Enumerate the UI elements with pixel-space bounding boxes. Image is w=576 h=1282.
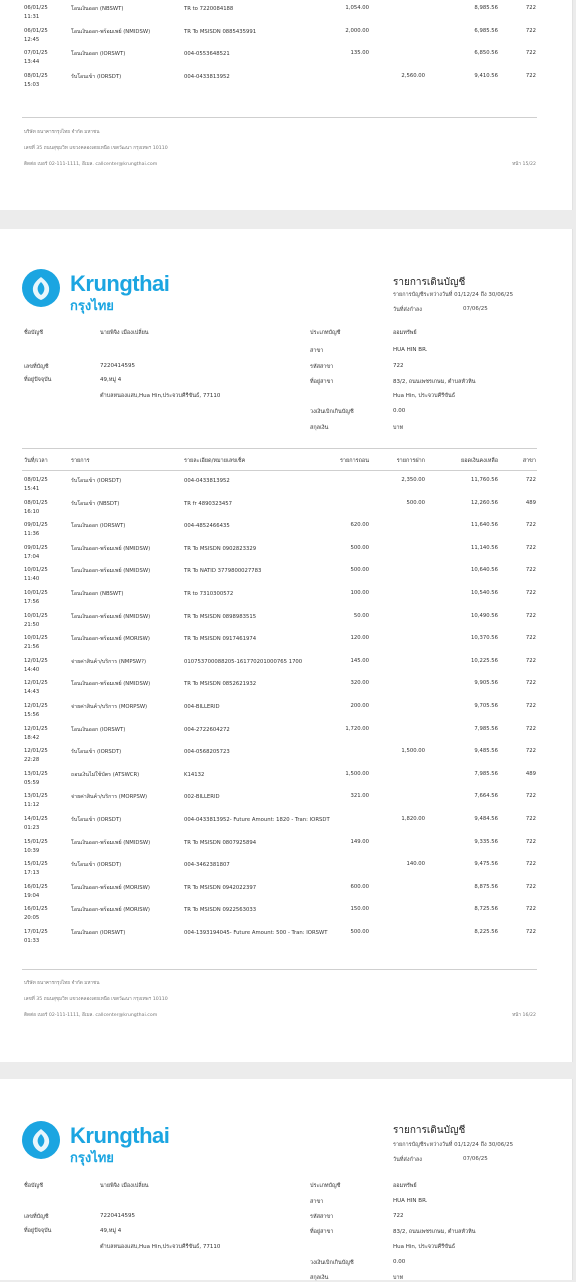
- issue-date-label: วันที่ส่งกำลง: [393, 1157, 422, 1163]
- overdraft: 0.00: [393, 408, 406, 414]
- statement-title: รายการเดินบัญชี: [393, 1125, 466, 1136]
- address-label: ที่อยู่ปัจจุบัน: [24, 1228, 52, 1234]
- cell-balance: 8,985.56: [474, 5, 498, 11]
- account-name-label: ชื่อบัญชี: [24, 330, 43, 336]
- page-number: หน้า 15/22: [512, 162, 536, 167]
- branch-code: 722: [393, 363, 404, 369]
- cell-time: 15:56: [24, 712, 40, 718]
- cell-withdrawal: 135.00: [350, 50, 369, 57]
- cell-branch: 722: [525, 50, 536, 57]
- cell-branch: 722: [525, 635, 536, 642]
- account-number: 7220414595: [100, 363, 135, 369]
- cell-withdrawal: 620.00: [350, 522, 369, 529]
- cell-description: K14132: [184, 771, 205, 778]
- cell-description: TR To MSISDN 0898983515: [184, 613, 257, 620]
- cell-description: TR to 7310300572: [184, 591, 234, 597]
- cell-branch: 722: [525, 906, 536, 913]
- bank-name-th: กรุงไทย: [70, 1150, 114, 1165]
- cell-balance: 7,985.56: [474, 770, 498, 777]
- table-row: [0, 5, 572, 27]
- branch-address-2: Hua Hin, ประจวบคีรีขันธ์: [393, 393, 456, 399]
- table-row: [0, 658, 572, 680]
- cell-withdrawal: 1,720.00: [345, 725, 369, 732]
- cell-branch: 722: [525, 793, 536, 800]
- table-row: [0, 613, 572, 635]
- cell-branch: 722: [525, 861, 536, 868]
- cell-time: 17:56: [24, 599, 40, 605]
- cell-withdrawal: 50.00: [353, 612, 369, 619]
- footer-address: เลขที่ 35 ถนนสุขุมวิท แขวงคลองเตยเหนือ เขตวัฒนา กรุงเทพฯ 10110: [24, 146, 168, 151]
- cell-withdrawal: 120.00: [350, 635, 369, 642]
- col-deposit: รายการฝาก: [396, 458, 425, 464]
- cell-time: 13:44: [24, 59, 40, 66]
- cell-type: โอนเงินออก (IORSWT): [71, 51, 126, 58]
- cell-date: 14/01/25: [24, 816, 48, 822]
- cell-balance: 8,725.56: [474, 906, 498, 913]
- cell-description: TR To MSISDN 0917461974: [184, 636, 257, 643]
- branch: HUA HIN BR.: [393, 347, 428, 353]
- cell-description: 004-0433813952: [184, 478, 230, 484]
- cell-date: 17/01/25: [24, 929, 48, 935]
- cell-date: 09/01/25: [24, 522, 48, 529]
- cell-time: 15:41: [24, 486, 40, 492]
- statement-period: รายการบัญชีระหว่างวันที่ 01/12/24 ถึง 30/06/25: [393, 1142, 514, 1148]
- cell-type: รับโอนเข้า (IORSDT): [71, 74, 122, 81]
- cell-time: 11:12: [24, 802, 40, 809]
- cell-deposit: 1,500.00: [401, 748, 425, 755]
- cell-withdrawal: 1,500.00: [345, 770, 369, 777]
- table-row: [0, 500, 572, 522]
- cell-type: โอนเงินออก-พร้อมเพย์ (MORISW): [71, 636, 150, 643]
- table-row: [0, 567, 572, 589]
- cell-deposit: 500.00: [406, 499, 425, 506]
- table-row: [0, 635, 572, 657]
- cell-date: 16/01/25: [24, 883, 48, 890]
- cell-date: 12/01/25: [24, 657, 48, 664]
- cell-balance: 10,640.56: [471, 567, 498, 574]
- branch-address-label: ที่อยู่สาขา: [310, 1229, 334, 1235]
- cell-balance: 9,475.56: [474, 861, 498, 868]
- cell-balance: 10,370.56: [471, 635, 498, 642]
- cell-type: โอนเงินออก-พร้อมเพย์ (NMIDSW): [71, 28, 151, 35]
- cell-date: 06/01/25: [24, 27, 48, 34]
- cell-balance: 10,225.56: [471, 657, 498, 664]
- cell-description: 002-BILLERID: [184, 794, 220, 801]
- cell-date: 13/01/25: [24, 770, 48, 777]
- cell-balance: 11,140.56: [471, 544, 498, 551]
- cell-type: จ่ายค่าสินค้า/บริการ (MORPSW): [71, 794, 148, 801]
- cell-type: โอนเงินออก-พร้อมเพย์ (NMIDSW): [71, 681, 151, 688]
- cell-date: 13/01/25: [24, 793, 48, 800]
- table-row: [0, 748, 572, 770]
- cell-time: 12:45: [24, 36, 40, 43]
- cell-deposit: 140.00: [406, 861, 425, 868]
- divider: [22, 448, 537, 449]
- cell-balance: 8,225.56: [474, 929, 498, 935]
- cell-time: 17:13: [24, 870, 40, 877]
- branch-code: 722: [393, 1213, 404, 1219]
- cell-date: 12/01/25: [24, 703, 48, 709]
- col-branch: สาขา: [522, 458, 536, 464]
- table-row: [0, 816, 572, 838]
- cell-branch: 722: [525, 544, 536, 551]
- cell-date: 10/01/25: [24, 612, 48, 619]
- cell-time: 15:03: [24, 82, 40, 89]
- cell-balance: 8,875.56: [474, 883, 498, 890]
- address-line-1: 49,หมู่ 4: [100, 377, 122, 383]
- branch-address-1: 83/2, ถนนเพชรเกษม, ตำบลหัวหิน: [393, 1229, 476, 1235]
- cell-description: TR To MSISDN 0807925894: [184, 839, 257, 846]
- cell-branch: 722: [525, 522, 536, 529]
- cell-description: 004-4852466435: [184, 523, 230, 530]
- krungthai-logo-icon: [22, 269, 60, 307]
- table-row: [0, 73, 572, 95]
- cell-type: โอนเงินออก-พร้อมเพย์ (NMIDSW): [71, 568, 151, 575]
- cell-time: 17:04: [24, 553, 40, 560]
- cell-time: 22:28: [24, 757, 40, 764]
- address-line-2: ตำบลหนองแสบ,Hua Hin,ประจวบคีรีขันธ์, 77110: [100, 1244, 221, 1250]
- footer-contact: ติดต่อ เบอร์ 02-111-1111, อีเมล. callcenter@krungthai.com: [24, 162, 158, 167]
- cell-branch: 722: [525, 883, 536, 890]
- account-number: 7220414595: [100, 1213, 135, 1219]
- cell-balance: 6,850.56: [474, 50, 498, 57]
- cell-time: 18:42: [24, 734, 40, 741]
- cell-type: จ่ายค่าสินค้า/บริการ (NMPSW?): [71, 658, 147, 665]
- cell-type: โอนเงินออก-พร้อมเพย์ (MORISW): [71, 884, 150, 891]
- cell-balance: 11,760.56: [471, 477, 498, 483]
- cell-withdrawal: 100.00: [350, 590, 369, 596]
- cell-description: TR To MSISDN 0852621932: [184, 681, 257, 688]
- cell-date: 12/01/25: [24, 680, 48, 687]
- cell-balance: 9,484.56: [474, 816, 498, 822]
- address-line-1: 49,หมู่ 4: [100, 1228, 122, 1234]
- footer-company: บริษัท ธนาคารกรุงไทย จำกัด มหาชน: [24, 981, 100, 986]
- branch-address-label: ที่อยู่สาขา: [310, 379, 334, 385]
- divider: [22, 470, 537, 471]
- col-balance: ยอดเงินคงเหลือ: [461, 458, 498, 464]
- cell-branch: 722: [525, 27, 536, 34]
- cell-branch: 722: [525, 477, 536, 483]
- cell-type: ถอนเงินไม่ใช้บัตร (ATSWCR): [71, 771, 140, 778]
- cell-description: 004-1393194045- Future Amount: 500 - Tran: IORSWT: [184, 930, 328, 936]
- cell-branch: 722: [525, 748, 536, 755]
- divider: [22, 117, 537, 118]
- table-row: [0, 771, 572, 793]
- cell-branch: 722: [525, 657, 536, 664]
- cell-time: 10:39: [24, 847, 40, 854]
- branch-code-label: รหัสสาขา: [310, 364, 334, 370]
- cell-balance: 12,260.56: [471, 499, 498, 506]
- cell-time: 11:40: [24, 576, 40, 583]
- statement-page-17: [0, 1079, 573, 1280]
- cell-withdrawal: 500.00: [350, 544, 369, 551]
- cell-time: 05:59: [24, 779, 40, 786]
- branch-label: สาขา: [310, 348, 324, 354]
- cell-date: 15/01/25: [24, 861, 48, 868]
- cell-withdrawal: 1,054.00: [345, 5, 369, 11]
- statement-page-15: [0, 0, 573, 210]
- cell-deposit: 1,820.00: [401, 816, 425, 822]
- cell-description: TR To MSISDN 0902823329: [184, 545, 257, 552]
- table-row: [0, 477, 572, 499]
- cell-balance: 9,705.56: [474, 703, 498, 709]
- col-date: วันที่/เวลา: [24, 458, 48, 464]
- cell-time: 19:04: [24, 892, 40, 899]
- account-name-label: ชื่อบัญชี: [24, 1183, 43, 1189]
- cell-time: 14:43: [24, 689, 40, 696]
- issue-date: 07/06/25: [463, 1156, 488, 1162]
- cell-time: 16:10: [24, 508, 40, 515]
- cell-branch: 722: [525, 703, 536, 709]
- cell-time: 11:36: [24, 531, 40, 538]
- cell-time: 21:56: [24, 644, 40, 651]
- branch-address-2: Hua Hin, ประจวบคีรีขันธ์: [393, 1244, 456, 1250]
- cell-description: 004-0553648521: [184, 51, 230, 58]
- cell-balance: 9,410.56: [474, 73, 498, 80]
- cell-branch: 489: [525, 770, 536, 777]
- statement-page-16: [0, 229, 573, 1062]
- cell-withdrawal: 500.00: [350, 929, 369, 935]
- cell-type: รับโอนเข้า (IORSDT): [71, 478, 122, 484]
- cell-withdrawal: 200.00: [350, 703, 369, 709]
- cell-deposit: 2,350.00: [401, 477, 425, 483]
- cell-type: โอนเงินออก-พร้อมเพย์ (NMIDSW): [71, 613, 151, 620]
- table-row: [0, 28, 572, 50]
- cell-balance: 11,640.56: [471, 522, 498, 529]
- cell-balance: 9,335.56: [474, 838, 498, 845]
- cell-date: 10/01/25: [24, 590, 48, 596]
- cell-date: 06/01/25: [24, 5, 48, 11]
- cell-withdrawal: 150.00: [350, 906, 369, 913]
- cell-type: โอนเงินออก (NBSWT): [71, 591, 124, 597]
- cell-date: 08/01/25: [24, 477, 48, 483]
- currency-label: สกุลเงิน: [310, 1275, 329, 1281]
- cell-branch: 722: [525, 929, 536, 935]
- cell-type: รับโอนเข้า (NBSDT): [71, 500, 120, 507]
- cell-branch: 722: [525, 612, 536, 619]
- statement-period: รายการบัญชีระหว่างวันที่ 01/12/24 ถึง 30/06/25: [393, 292, 514, 298]
- page-number: หน้า 16/22: [512, 1013, 536, 1018]
- table-row: [0, 522, 572, 544]
- footer-contact: ติดต่อ เบอร์ 02-111-1111, อีเมล. callcenter@krungthai.com: [24, 1013, 158, 1018]
- cell-description: 004-BILLERID: [184, 704, 220, 710]
- table-row: [0, 703, 572, 725]
- branch-address-1: 83/2, ถนนเพชรเกษม, ตำบลหัวหิน: [393, 379, 476, 385]
- cell-time: 11:31: [24, 14, 40, 20]
- cell-date: 12/01/25: [24, 725, 48, 732]
- cell-description: TR to 7220084188: [184, 6, 234, 12]
- cell-type: โอนเงินออก-พร้อมเพย์ (NMIDSW): [71, 839, 151, 846]
- cell-description: TR To MSISDN 0885435991: [184, 28, 257, 35]
- bank-name-en: Krungthai: [70, 1123, 170, 1148]
- table-row: [0, 726, 572, 748]
- cell-withdrawal: 321.00: [350, 793, 369, 800]
- cell-description: 004-3462381807: [184, 862, 230, 869]
- cell-time: 01:23: [24, 825, 40, 831]
- cell-date: 08/01/25: [24, 73, 48, 80]
- account-type: ออมทรัพย์: [393, 330, 417, 336]
- cell-branch: 722: [525, 590, 536, 596]
- table-row: [0, 793, 572, 815]
- cell-date: 10/01/25: [24, 635, 48, 642]
- col-type: รายการ: [71, 458, 90, 464]
- cell-deposit: 2,560.00: [401, 73, 425, 80]
- currency-label: สกุลเงิน: [310, 425, 329, 431]
- cell-date: 07/01/25: [24, 50, 48, 57]
- account-type: ออมทรัพย์: [393, 1183, 417, 1189]
- cell-time: 21:50: [24, 621, 40, 628]
- cell-description: TR To MSISDN 0942022397: [184, 884, 257, 891]
- cell-branch: 722: [525, 725, 536, 732]
- table-row: [0, 861, 572, 883]
- table-row: [0, 680, 572, 702]
- currency: บาท: [393, 1275, 404, 1281]
- cell-balance: 7,664.56: [474, 793, 498, 800]
- table-row: [0, 906, 572, 928]
- cell-balance: 10,540.56: [471, 590, 498, 596]
- cell-time: 14:40: [24, 666, 40, 673]
- statement-title: รายการเดินบัญชี: [393, 277, 466, 288]
- cell-description: 004-0433813952- Future Amount: 1820 - Tran: IORSDT: [184, 817, 330, 823]
- cell-type: รับโอนเข้า (IORSDT): [71, 862, 122, 869]
- cell-description: 010753700088205-161770201000765 1700: [184, 658, 303, 665]
- currency: บาท: [393, 425, 404, 431]
- cell-withdrawal: 500.00: [350, 567, 369, 574]
- cell-branch: 722: [525, 816, 536, 822]
- overdraft-label: วงเงินเบิกเกินบัญชี: [310, 409, 354, 415]
- cell-withdrawal: 2,000.00: [345, 27, 369, 34]
- cell-branch: 722: [525, 838, 536, 845]
- cell-time: 20:05: [24, 915, 40, 922]
- cell-branch: 489: [525, 499, 536, 506]
- issue-date: 07/06/25: [463, 306, 488, 312]
- cell-branch: 722: [525, 73, 536, 80]
- cell-balance: 10,490.56: [471, 612, 498, 619]
- branch-label: สาขา: [310, 1199, 324, 1205]
- bank-name-th: กรุงไทย: [70, 298, 114, 313]
- cell-withdrawal: 600.00: [350, 883, 369, 890]
- cell-branch: 722: [525, 680, 536, 687]
- account-name: นายพิจิง เมืองเปลี่ยน: [100, 1183, 149, 1189]
- bank-name-en: Krungthai: [70, 271, 170, 296]
- cell-date: 09/01/25: [24, 544, 48, 551]
- account-type-label: ประเภทบัญชี: [310, 330, 341, 336]
- divider: [22, 969, 537, 970]
- krungthai-logo-icon: [22, 1121, 60, 1159]
- table-row: [0, 50, 572, 72]
- account-name: นายพิจิง เมืองเปลี่ยน: [100, 330, 149, 336]
- cell-description: TR fr 4890323457: [184, 500, 233, 507]
- cell-balance: 9,905.56: [474, 680, 498, 687]
- cell-description: 004-2722604272: [184, 726, 230, 733]
- branch-code-label: รหัสสาขา: [310, 1214, 334, 1220]
- cell-type: โอนเงินออก-พร้อมเพย์ (MORISW): [71, 907, 150, 914]
- cell-description: 004-0433813952: [184, 74, 230, 81]
- cell-type: โอนเงินออก (NBSWT): [71, 6, 124, 12]
- cell-type: โอนเงินออก (IORSWT): [71, 930, 126, 936]
- table-row: [0, 884, 572, 906]
- cell-type: โอนเงินออก (IORSWT): [71, 523, 126, 530]
- cell-description: 004-0568205723: [184, 749, 230, 756]
- cell-type: รับโอนเข้า (IORSDT): [71, 749, 122, 756]
- cell-date: 10/01/25: [24, 567, 48, 574]
- table-row: [0, 545, 572, 567]
- overdraft: 0.00: [393, 1259, 406, 1265]
- cell-withdrawal: 145.00: [350, 657, 369, 664]
- address-line-2: ตำบลหนองแสบ,Hua Hin,ประจวบคีรีขันธ์, 77110: [100, 393, 221, 399]
- cell-date: 15/01/25: [24, 838, 48, 845]
- col-withdraw: รายการถอน: [339, 458, 369, 464]
- cell-withdrawal: 320.00: [350, 680, 369, 687]
- cell-type: จ่ายค่าสินค้า/บริการ (MORPSW): [71, 704, 148, 710]
- cell-balance: 9,485.56: [474, 748, 498, 755]
- cell-balance: 7,985.56: [474, 725, 498, 732]
- cell-date: 12/01/25: [24, 748, 48, 755]
- branch: HUA HIN BR.: [393, 1198, 428, 1204]
- cell-type: โอนเงินออก (IORSWT): [71, 726, 126, 733]
- account-type-label: ประเภทบัญชี: [310, 1183, 341, 1189]
- table-row: [0, 929, 572, 951]
- cell-balance: 6,985.56: [474, 27, 498, 34]
- col-desc: รายละเอียด/หมายเลขเช็ค: [184, 458, 246, 464]
- cell-type: รับโอนเข้า (IORSDT): [71, 817, 122, 823]
- cell-description: TR To NATID 3779800027783: [184, 568, 262, 575]
- address-label: ที่อยู่ปัจจุบัน: [24, 377, 52, 383]
- cell-branch: 722: [525, 567, 536, 574]
- issue-date-label: วันที่ส่งกำลง: [393, 307, 422, 313]
- footer-company: บริษัท ธนาคารกรุงไทย จำกัด มหาชน: [24, 130, 100, 135]
- account-number-label: เลขที่บัญชี: [24, 364, 49, 370]
- cell-branch: 722: [525, 5, 536, 11]
- cell-withdrawal: 149.00: [350, 838, 369, 845]
- cell-type: โอนเงินออก-พร้อมเพย์ (NMIDSW): [71, 545, 151, 552]
- cell-time: 01:33: [24, 938, 40, 944]
- cell-date: 08/01/25: [24, 499, 48, 506]
- table-row: [0, 839, 572, 861]
- account-number-label: เลขที่บัญชี: [24, 1214, 49, 1220]
- table-row: [0, 590, 572, 612]
- footer-address: เลขที่ 35 ถนนสุขุมวิท แขวงคลองเตยเหนือ เขตวัฒนา กรุงเทพฯ 10110: [24, 997, 168, 1002]
- overdraft-label: วงเงินเบิกเกินบัญชี: [310, 1260, 354, 1266]
- cell-date: 16/01/25: [24, 906, 48, 913]
- cell-description: TR To MSISDN 0922563033: [184, 907, 257, 914]
